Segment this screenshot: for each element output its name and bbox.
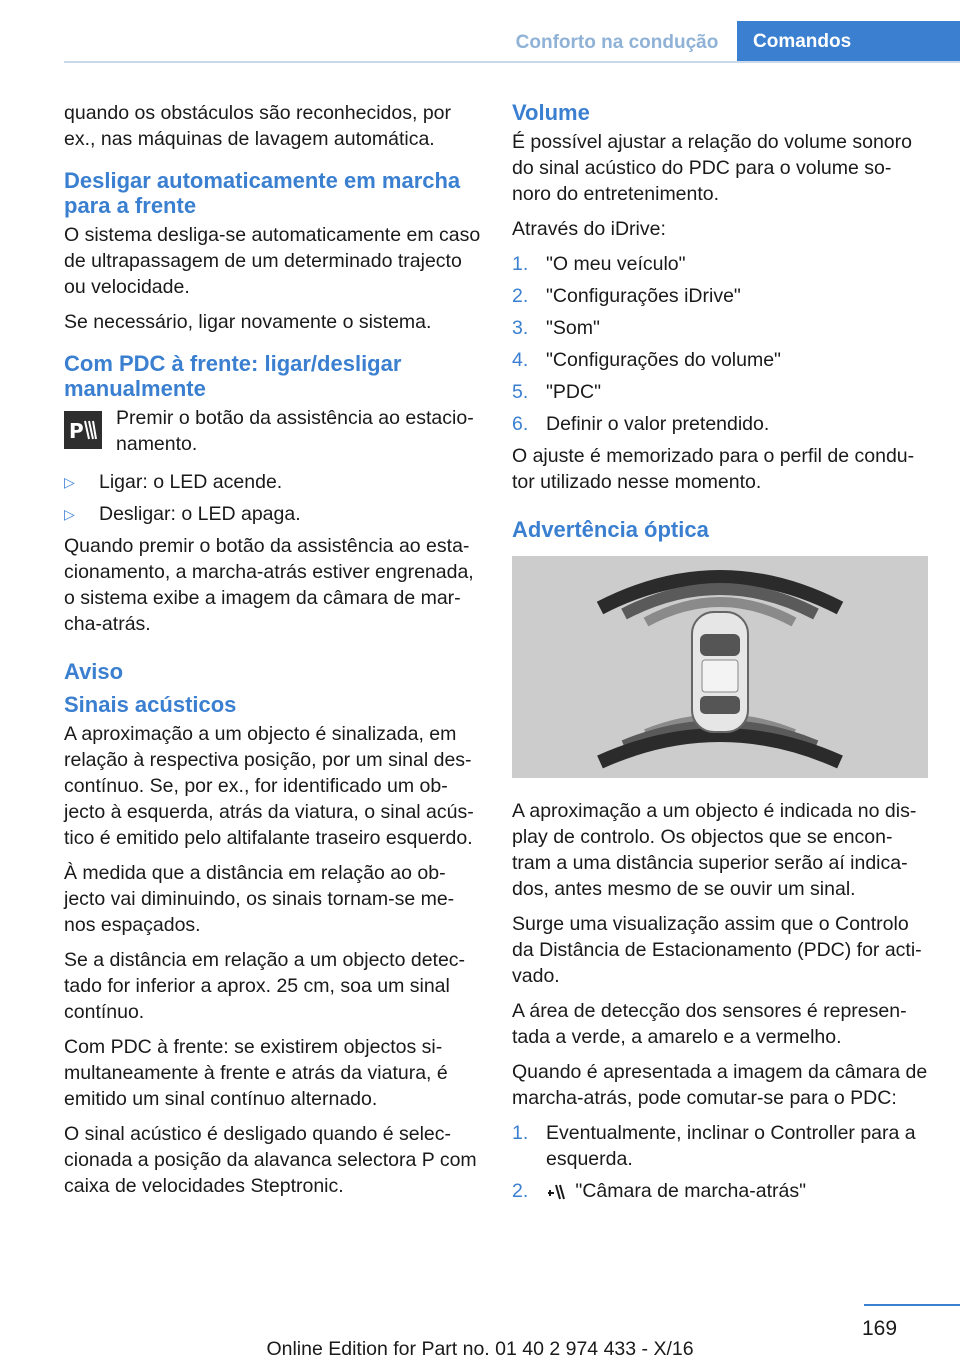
header-section: Conforto na condução: [515, 32, 719, 53]
triangle-bullet-icon: ▷: [64, 474, 75, 490]
camera-text: Quando premir o botão da assistência ao esta-cionamento, a marcha-atrás estiver engrenada, o sistema exibe a imagem da câmara de mar-cha-atrás.: [64, 535, 474, 635]
list-item: 2. "Câmara de marcha-atrás": [512, 1180, 807, 1202]
optica-text-4: Quando é apresentada a imagem da câmara de marcha-atrás, pode comutar-se para o PDC:: [512, 1061, 928, 1109]
svg-text:P: P: [69, 419, 84, 443]
list-item: 4. "Configurações do volume": [512, 349, 781, 371]
camera-steps: [512, 1120, 930, 1204]
edition-footer: Online Edition for Part no. 01 40 2 974 433 - X/16: [266, 1338, 694, 1360]
list-item: 1. "O meu veículo": [512, 253, 686, 275]
right-column: [512, 100, 930, 1210]
parking-assist-button-icon: [64, 411, 102, 449]
pdc-display-figure: [512, 556, 928, 778]
heading-volume: Volume: [512, 100, 590, 125]
sinais-text-5: O sinal acústico é desligado quando é selec-cionada a posição da alavanca selectora P com caixa de velocidades Steptronic.: [64, 1123, 477, 1197]
volume-steps: [512, 251, 930, 437]
footer-rule: [864, 1304, 960, 1306]
car-icon: [692, 612, 748, 732]
heading-optica: Advertência óptica: [512, 517, 709, 542]
led-list: [64, 469, 482, 527]
header-tab: Comandos: [737, 21, 960, 63]
list-item: 3. "Som": [512, 317, 600, 339]
pdc-button-row: [64, 405, 482, 457]
header-rule: [64, 61, 960, 63]
heading-manual: Com PDC à frente: ligar/desligar manualmente: [64, 351, 402, 401]
list-item: 2. "Configurações iDrive": [512, 285, 741, 307]
sinais-text-2: À medida que a distância em relação ao ob-jecto vai diminuindo, os sinais tornam-se me-nos espaçados.: [64, 862, 455, 936]
left-column: [64, 100, 482, 1208]
optica-text-3: A área de detecção dos sensores é represen-tada a verde, a amarelo e a vermelho.: [512, 1000, 907, 1048]
heading-sinais: Sinais acústicos: [64, 692, 237, 717]
rear-camera-icon: [546, 1178, 570, 1204]
pdc-button-text: Premir o botão da assistência ao estacio-namento.: [116, 407, 474, 455]
list-item: ▷ Ligar: o LED acende.: [64, 471, 283, 493]
idrive-text: Através do iDrive:: [512, 218, 666, 240]
list-item: 6. Definir o valor pretendido.: [512, 413, 770, 435]
volume-text: É possível ajustar a relação do volume sonoro do sinal acústico do PDC para o volume so-noro do entretenimento.: [512, 131, 912, 205]
list-item: ▷ Desligar: o LED apaga.: [64, 503, 301, 525]
optica-text-2: Surge uma visualização assim que o Controlo da Distância de Estacionamento (PDC) for acti-vado.: [512, 913, 922, 987]
sinais-text-4: Com PDC à frente: se existirem objectos si-multaneamente à frente e atrás da viatura, é emitido um sinal contínuo alternado.: [64, 1036, 448, 1110]
list-item: 5. "PDC": [512, 381, 602, 403]
memo-text: O ajuste é memorizado para o perfil de condu-tor utilizado nesse momento.: [512, 445, 915, 493]
list-item: 1. Eventualmente, inclinar o Controller para a esquerda.: [512, 1122, 916, 1170]
heading-auto-off: Desligar automaticamente em marcha para a frente: [64, 168, 461, 218]
sinais-text-3: Se a distância em relação a um objecto detec-tado for inferior a aprox. 25 cm, soa um sinal contínuo.: [64, 949, 466, 1023]
auto-off-text: O sistema desliga-se automaticamente em caso de ultrapassagem de um determinado trajecto ou velocidade.: [64, 224, 481, 298]
auto-off-text-2: Se necessário, ligar novamente o sistema.: [64, 311, 432, 333]
sinais-text-1: A aproximação a um objecto é sinalizada, em relação à respectiva posição, por um sinal des-contínuo. Se, por ex., for identificado um ob-jecto à esquerda, atrás da viatura, o sinal acús-tico é emitido pelo altifalante traseiro esquerdo.: [64, 723, 474, 849]
optica-text-1: A aproximação a um objecto é indicada no dis-play de controlo. Os objectos que se encon-tram a uma distância superior serão aí indica-dos, antes mesmo de se ouvir um sinal.: [512, 800, 917, 900]
heading-aviso: Aviso: [64, 659, 124, 684]
triangle-bullet-icon: ▷: [64, 506, 75, 522]
intro-text: quando os obstáculos são reconhecidos, por ex., nas máquinas de lavagem automática.: [64, 102, 452, 150]
page-number: 169: [862, 1317, 898, 1340]
